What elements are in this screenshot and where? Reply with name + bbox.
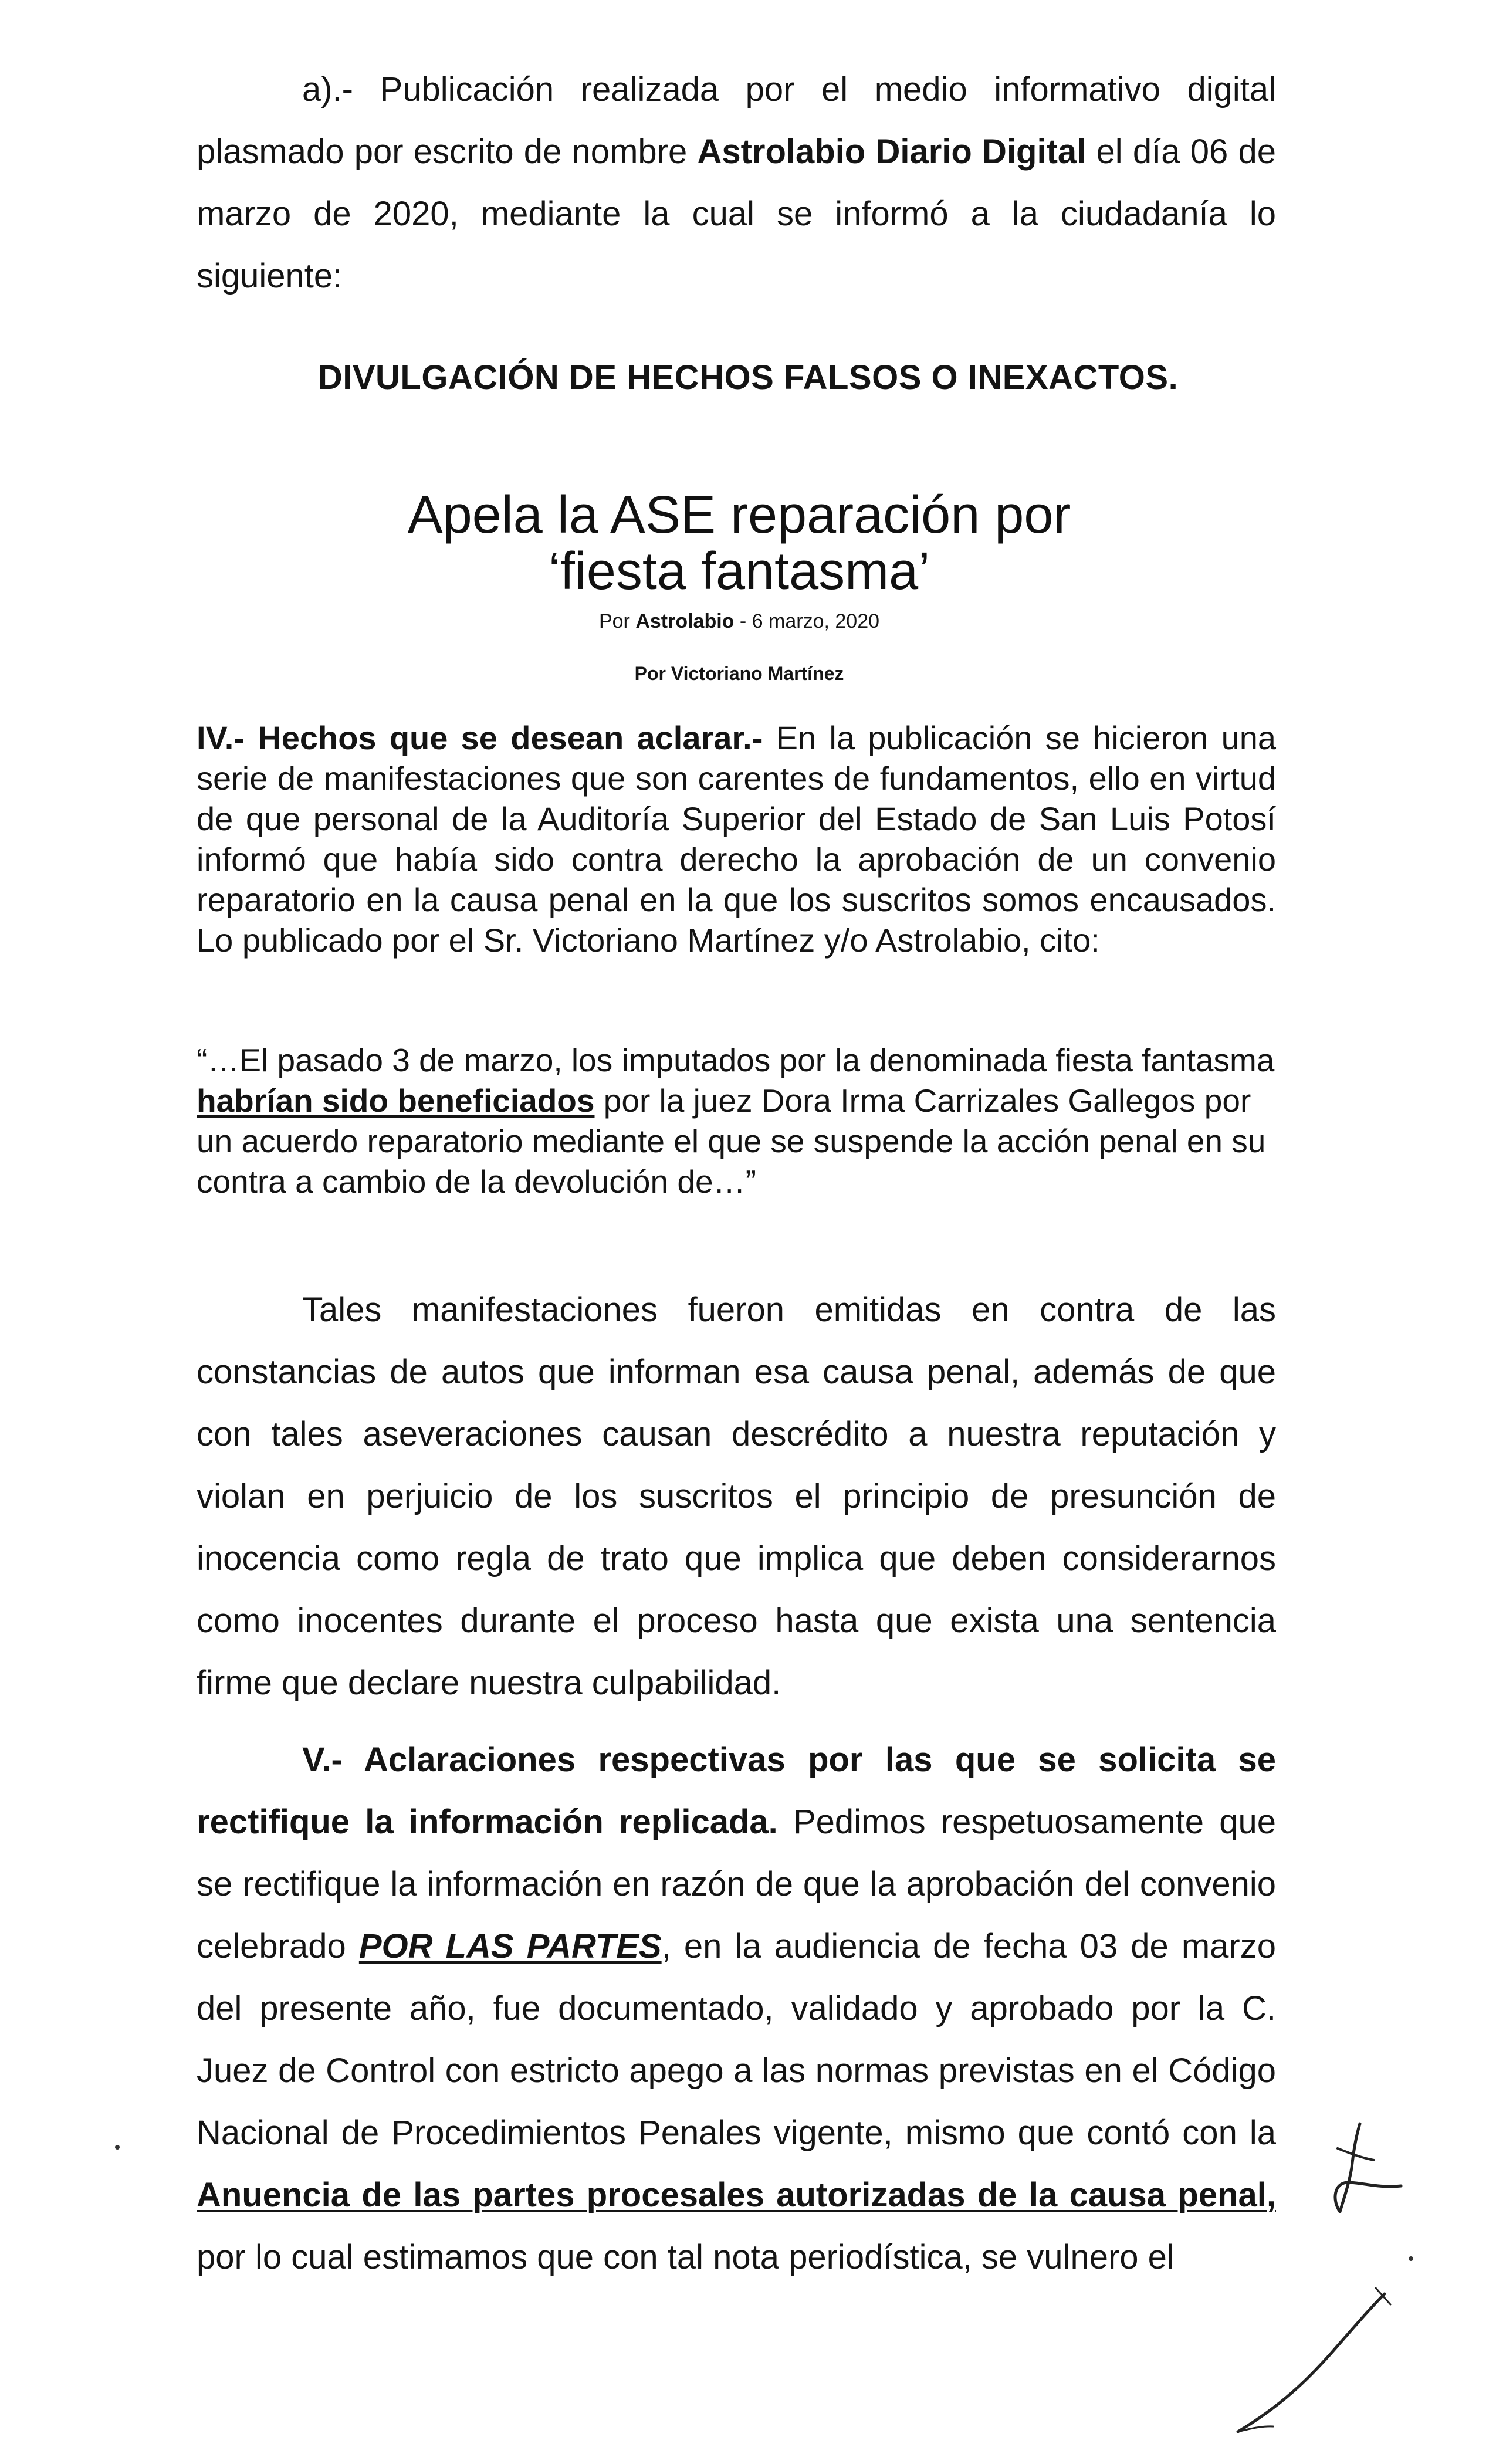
por-las-partes: POR LAS PARTES xyxy=(358,1927,662,1965)
article-byline xyxy=(0,610,1478,633)
outlet-name: Astrolabio Diario Digital xyxy=(697,133,1087,171)
quote-text-1: “…El pasado 3 de marzo, los imputados por la denominada fiesta fantasma xyxy=(197,1042,1275,1078)
section-iv-text: En la publicación se hicieron una serie de manifestaciones que son carentes de fundamentos, ello en virtud de que personal de la Auditoría Superior del Estado de San Luis Potosí informó que había sido contra derecho la aprobación de un convenio reparatorio en la causa penal en la que los suscritos somos encausados. Lo publicado por el Sr. Victoriano Martínez y/o Astrolabio, cito: xyxy=(197,719,1277,959)
section-heading: DIVULGACIÓN DE HECHOS FALSOS O INEXACTOS. xyxy=(317,358,1179,397)
section-iv xyxy=(197,717,1276,960)
scan-speck-icon xyxy=(111,2141,123,2153)
paragraph-a-text-1: a).- Publicación realizada por el medio informativo digital plasmado por escrito de nombre xyxy=(197,70,1276,171)
anuencia-partes: Anuencia de las partes procesales autorizadas de la causa penal, xyxy=(197,2176,1276,2214)
paragraph-a-text-2: el día 06 de marzo de 2020, mediante la cual se informó a la ciudadanía lo siguiente: xyxy=(197,133,1276,295)
scan-speck-icon xyxy=(1405,2253,1417,2265)
article-headline-line-1: Apela la ASE reparación por xyxy=(407,486,1071,544)
section-v-label: V.- Aclaraciones respectivas por las que se solicita se rectifique la información replicada. xyxy=(197,1741,1276,1841)
section-v-text-2: , en la audiencia de fecha 03 de marzo del presente año, fue documentado, validado y aprobado por la C. Juez de Control con estricto apego a las normas previstas en el Código Nacional de Procedimientos Penales vigente, mismo que contó con la xyxy=(197,1927,1276,2152)
byline-date: - 6 marzo, 2020 xyxy=(734,610,880,632)
section-v-text-3: por lo cual estimamos que con tal nota periodística, se vulnero el xyxy=(197,2238,1175,2276)
quote-emphasis: habrían sido beneficiados xyxy=(197,1082,595,1119)
article-headline xyxy=(0,487,1478,600)
initials-signature-icon xyxy=(1326,2112,1408,2223)
byline-prefix: Por xyxy=(598,610,636,632)
section-v-text-1: Pedimos respetuosamente que se rectifique la información en razón de que la aprobación del convenio celebrado xyxy=(197,1803,1276,1965)
paragraph-tales xyxy=(197,1279,1276,1714)
signature-stroke-icon xyxy=(1226,2282,1402,2441)
section-iv-label: IV.- Hechos que se desean aclarar.- xyxy=(197,719,763,756)
article-quote xyxy=(197,1040,1276,1202)
quote-text-2: por la juez Dora Irma Carrizales Gallegos por un acuerdo reparatorio mediante el que se suspende la acción penal en su contra a cambio de la devolución de…” xyxy=(197,1082,1266,1200)
article-author: Por Victoriano Martínez xyxy=(634,663,844,684)
article-headline-line-2: ‘fiesta fantasma’ xyxy=(548,542,930,601)
paragraph-tales-text: Tales manifestaciones fueron emitidas en contra de las constancias de autos que informan esa causa penal, además de que con tales aseveraciones causan descrédito a nuestra reputación y violan en perjuicio de los suscritos el principio de presunción de inocencia como regla de trato que implica que deben considerarnos como inocentes durante el proceso hasta que exista una sentencia firme que declare nuestra culpabilidad. xyxy=(197,1291,1276,1702)
paragraph-a xyxy=(197,59,1276,307)
byline-source: Astrolabio xyxy=(635,610,735,632)
section-v xyxy=(197,1729,1276,2289)
